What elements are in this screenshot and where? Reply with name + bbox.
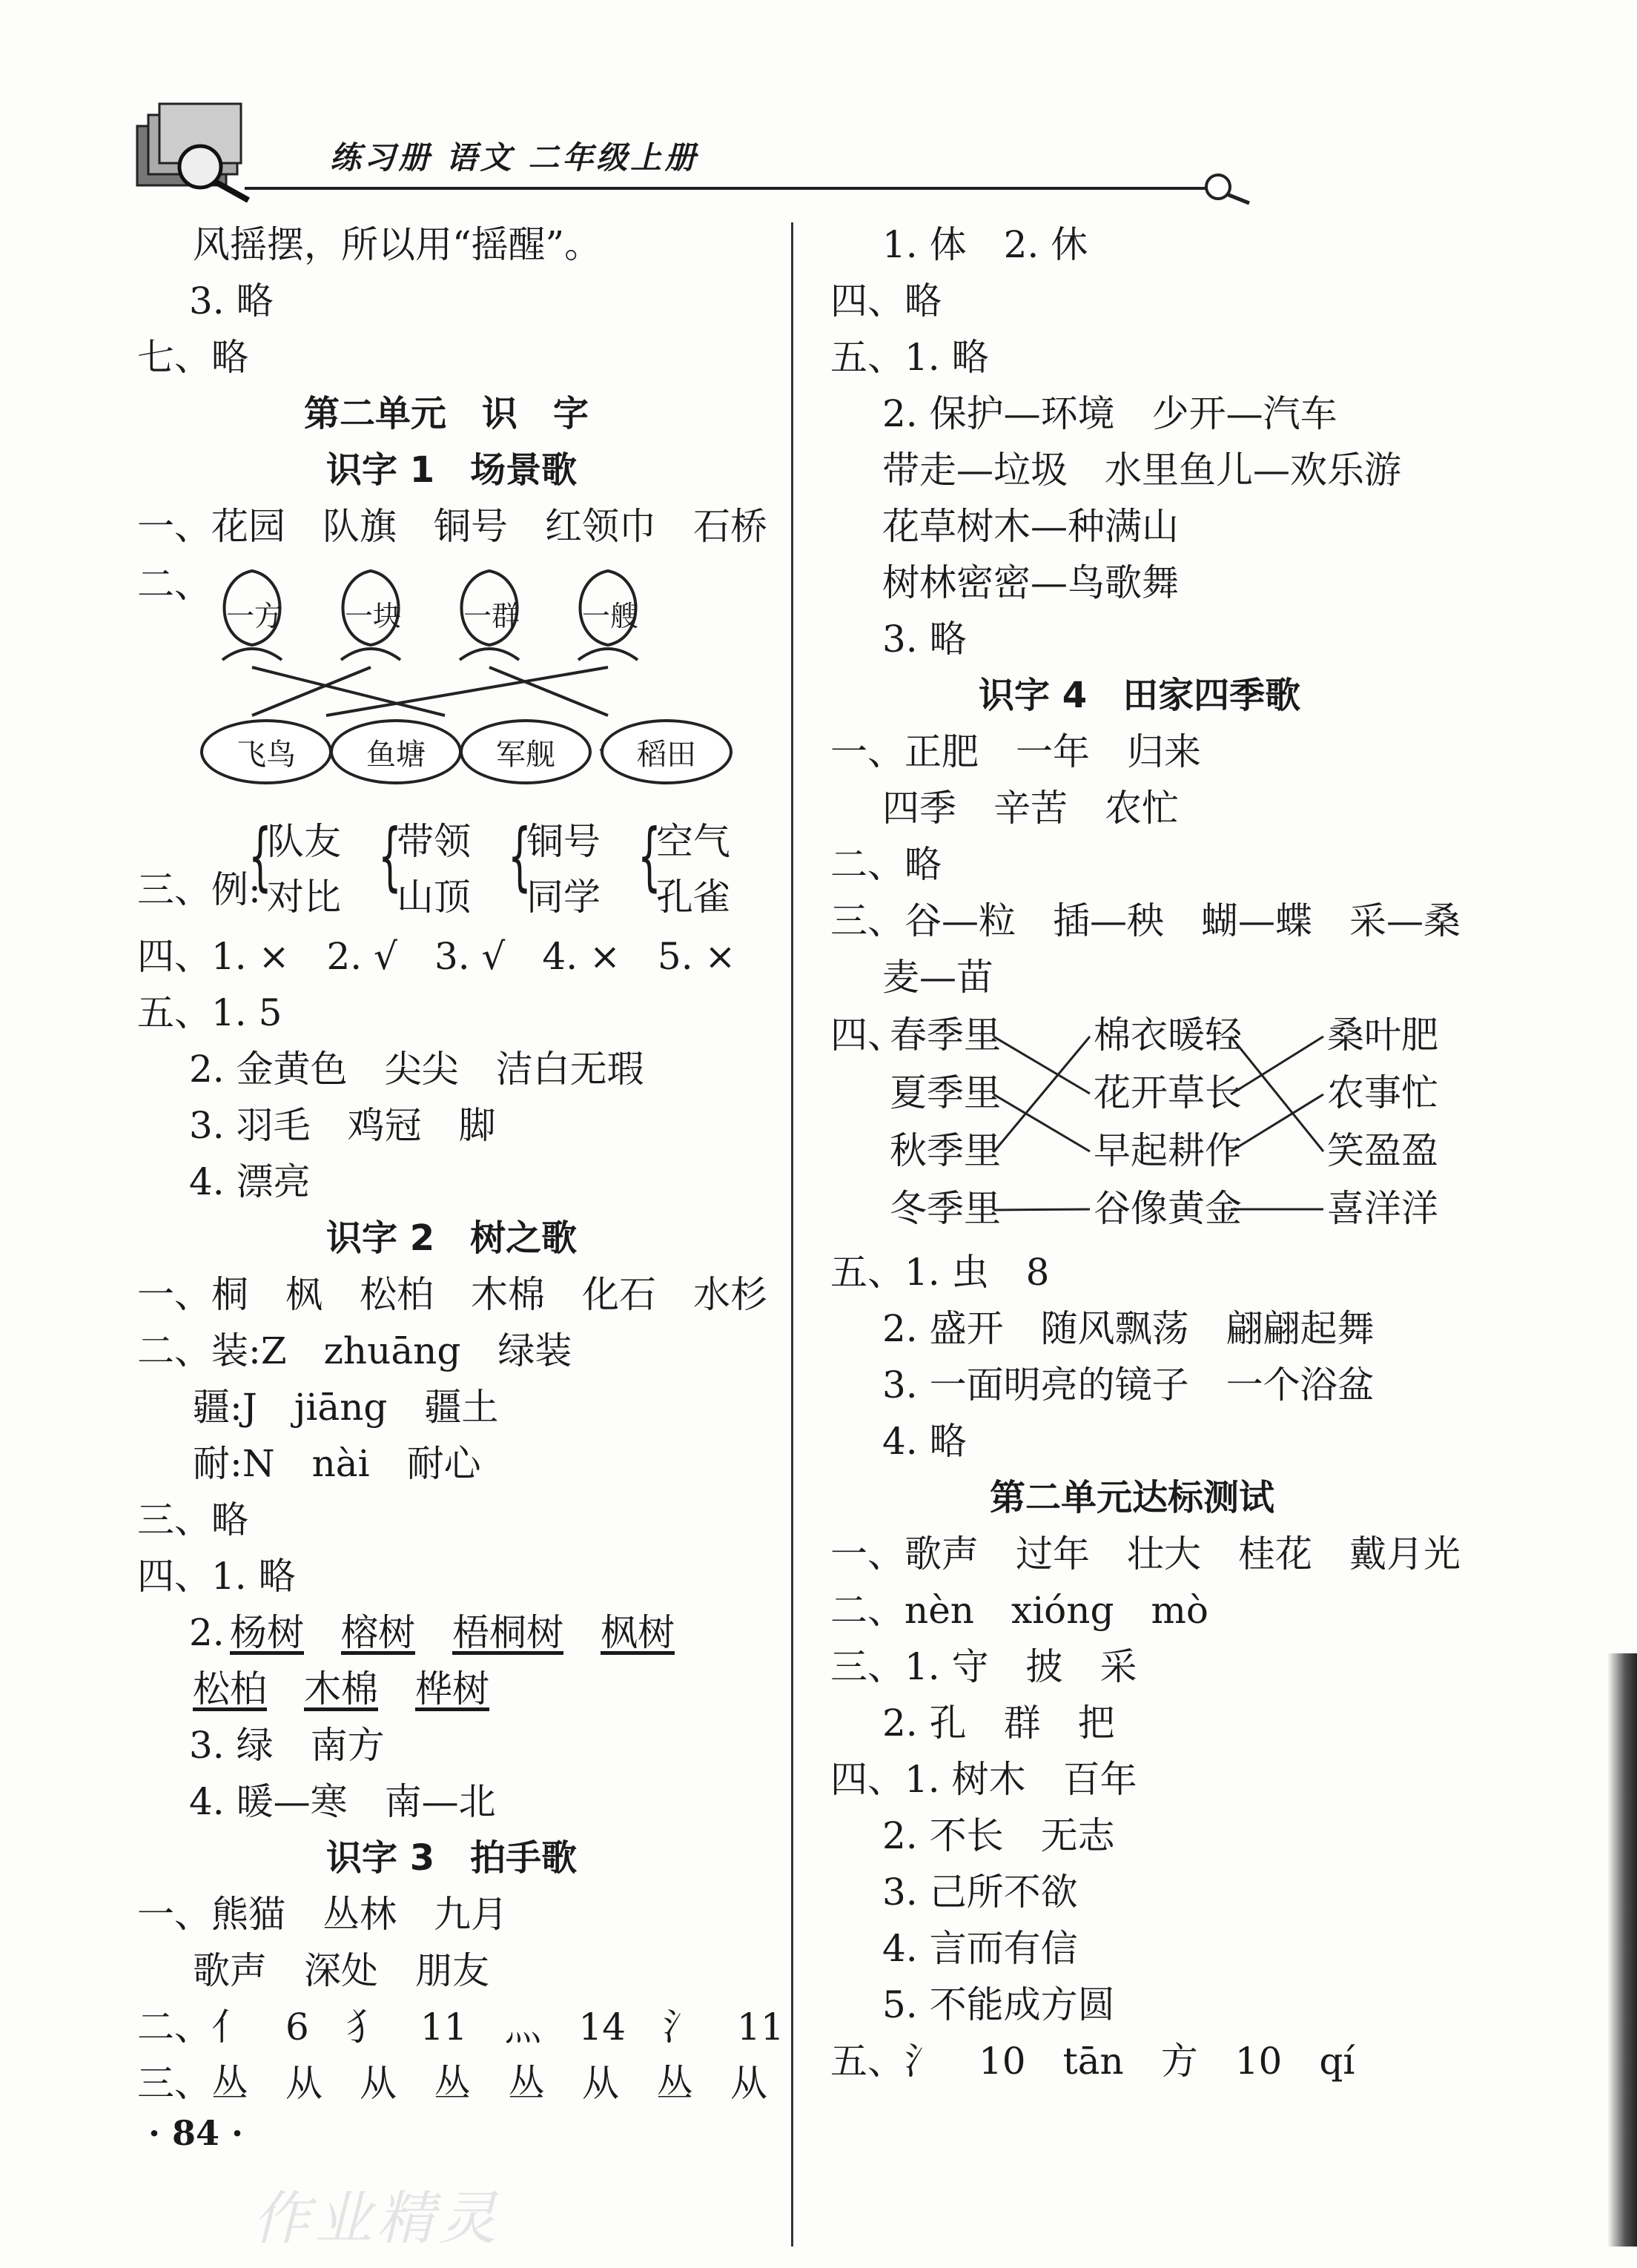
season-label: 春季里	[890, 1014, 1001, 1057]
pair-word: 山顶	[397, 876, 471, 919]
section-title: 第二单元达标测试	[990, 1477, 1275, 1518]
text-line: 二、亻 6 犭 11 灬 14 氵 11	[137, 2006, 784, 2049]
bowl: 稻田	[601, 719, 732, 784]
season-phrase: 棉衣暖轻	[1094, 1014, 1242, 1057]
text-line: 树林密密—鸟歌舞	[882, 561, 1179, 604]
text-line: 4. 漂亮	[189, 1160, 311, 1203]
section-title: 识字 1 场景歌	[326, 449, 578, 491]
text-line: 麦—苗	[882, 956, 993, 999]
bowl: 军舰	[460, 719, 592, 784]
text-line: 二、	[137, 563, 211, 606]
text-line: 二、装:Z zhuāng 绿装	[137, 1329, 572, 1372]
bowl: 鱼塘	[330, 719, 462, 784]
brace-icon: {	[248, 813, 272, 899]
season-result: 农事忙	[1327, 1071, 1438, 1114]
text-line: 四、1. 树木 百年	[830, 1758, 1137, 1801]
text-line: 3. 绿 南方	[189, 1724, 385, 1767]
text-line: 4. 略	[882, 1420, 967, 1463]
text-line: 三、1. 守 披 采	[830, 1645, 1137, 1688]
pair-word: 同学	[526, 876, 601, 919]
brace-icon: {	[378, 813, 402, 899]
pair-word: 孔雀	[656, 876, 730, 919]
season-result: 喜洋洋	[1327, 1187, 1438, 1230]
text-line: 五、氵 10 tān 方 10 qí	[830, 2040, 1355, 2083]
text-line: 2. 不长 无志	[882, 1814, 1115, 1857]
header-title: 练习册 语文 二年级上册	[330, 139, 699, 176]
season-label: 夏季里	[890, 1071, 1001, 1114]
page-edge-shadow	[1607, 1653, 1637, 2246]
text-line: 四、1. × 2. √ 3. √ 4. × 5. ×	[137, 935, 736, 978]
text-line: 3. 略	[882, 618, 967, 661]
text-line: 花草树木—种满山	[882, 505, 1179, 548]
tree-word: 松柏	[193, 1667, 267, 1710]
text-line: 五、1. 虫 8	[830, 1251, 1050, 1294]
pair-word: 铜号	[526, 820, 601, 863]
peach-label: 一方	[226, 600, 283, 632]
pair-word: 对比	[267, 876, 341, 919]
text-line: 七、略	[137, 336, 248, 379]
text-line: 5. 不能成方圆	[882, 1983, 1115, 2026]
peach-label: 一艘	[582, 600, 639, 632]
section-title: 识字 4 田家四季歌	[979, 675, 1301, 716]
text-line: 1. 体 2. 休	[882, 223, 1088, 266]
text-line: 4. 暖—寒 南—北	[189, 1780, 496, 1823]
brace-icon: {	[638, 813, 661, 899]
season-label: 秋季里	[890, 1129, 1001, 1172]
text-line: 三、略	[137, 1498, 248, 1541]
peach-label: 一块	[345, 600, 402, 632]
section-title: 识字 3 拍手歌	[326, 1837, 578, 1879]
text-line: 五、1. 略	[830, 336, 989, 379]
text-line: 4. 言而有信	[882, 1927, 1078, 1970]
season-label: 冬季里	[890, 1187, 1001, 1230]
season-phrase: 花开草长	[1094, 1071, 1242, 1114]
text-line: 2. 孔 群 把	[882, 1702, 1115, 1745]
section-title: 识字 2 树之歌	[326, 1217, 578, 1259]
peach-label: 一群	[463, 600, 520, 632]
page-number: · 84 ·	[148, 2113, 244, 2153]
magnifier-icon	[1197, 169, 1257, 206]
text-line: 带走—垃圾 水里鱼儿—欢乐游	[882, 449, 1401, 492]
header-rule	[245, 187, 1223, 190]
text-line: 三、谷—粒 插—秧 蝴—蝶 采—桑	[830, 899, 1461, 942]
text-line: 2. 金黄色 尖尖 洁白无瑕	[189, 1048, 644, 1091]
text-line: 二、nèn xióng mò	[830, 1589, 1209, 1632]
tree-word: 木棉	[304, 1667, 378, 1710]
text-line: 二、略	[830, 843, 942, 886]
text-line: 风摇摆，所以用“摇醒”。	[193, 223, 602, 266]
text-line: 五、1. 5	[137, 991, 282, 1034]
season-result: 笑盈盈	[1327, 1129, 1438, 1172]
season-connector-lines	[993, 1008, 1349, 1246]
pair-word: 带领	[397, 820, 471, 863]
text-line: 四、略	[830, 280, 942, 323]
text-line: 3. 一面明亮的镜子 一个浴盆	[882, 1363, 1375, 1406]
text-line: 2. 保护—环境 少开—汽车	[882, 392, 1337, 435]
tree-word: 杨树	[230, 1611, 304, 1654]
text-line: 一、花园 队旗 铜号 红领巾 石桥	[137, 505, 767, 548]
text-line: 3. 略	[189, 280, 274, 323]
watermark: 作业精灵	[252, 2186, 502, 2252]
text-line: 三、例:	[137, 868, 261, 911]
pair-word: 空气	[656, 820, 730, 863]
text-line: 四季 辛苦 农忙	[882, 787, 1179, 830]
bowl: 飞鸟	[200, 719, 332, 784]
text-line: 疆:J jiāng 疆土	[193, 1386, 499, 1429]
text-line: 一、熊猫 丛林 九月	[137, 1893, 508, 1936]
text-line: 四、1. 略	[137, 1555, 296, 1598]
tree-word: 枫树	[601, 1611, 675, 1654]
text-line: 一、桐 枫 松柏 木棉 化石 水杉	[137, 1273, 767, 1316]
text-line: 三、丛 从 从 丛 丛 从 丛 从	[137, 2062, 767, 2105]
text-line: 3. 己所不欲	[882, 1871, 1078, 1914]
text-line: 四、	[830, 1014, 905, 1057]
books-logo-icon	[130, 96, 263, 208]
text-line: 一、正肥 一年 归来	[830, 730, 1201, 773]
brace-icon: {	[508, 813, 532, 899]
season-phrase: 谷像黄金	[1094, 1187, 1242, 1230]
text-line: 耐:N nài 耐心	[193, 1442, 481, 1485]
tree-word: 榕树	[341, 1611, 415, 1654]
text-line: 3. 羽毛 鸡冠 脚	[189, 1104, 496, 1147]
text-line: 歌声 深处 朋友	[193, 1949, 489, 1992]
tree-word: 桦树	[415, 1667, 489, 1710]
season-phrase: 早起耕作	[1094, 1129, 1242, 1172]
text-line: 一、歌声 过年 壮大 桂花 戴月光	[830, 1533, 1461, 1576]
tree-word: 梧桐树	[452, 1611, 563, 1654]
text-line: 2. 盛开 随风飘荡 翩翩起舞	[882, 1307, 1375, 1350]
column-divider	[791, 222, 793, 2246]
pair-word: 队友	[267, 820, 341, 863]
season-result: 桑叶肥	[1327, 1014, 1438, 1057]
text-line: 2.	[189, 1611, 225, 1654]
unit-title: 第二单元 识 字	[304, 393, 589, 434]
